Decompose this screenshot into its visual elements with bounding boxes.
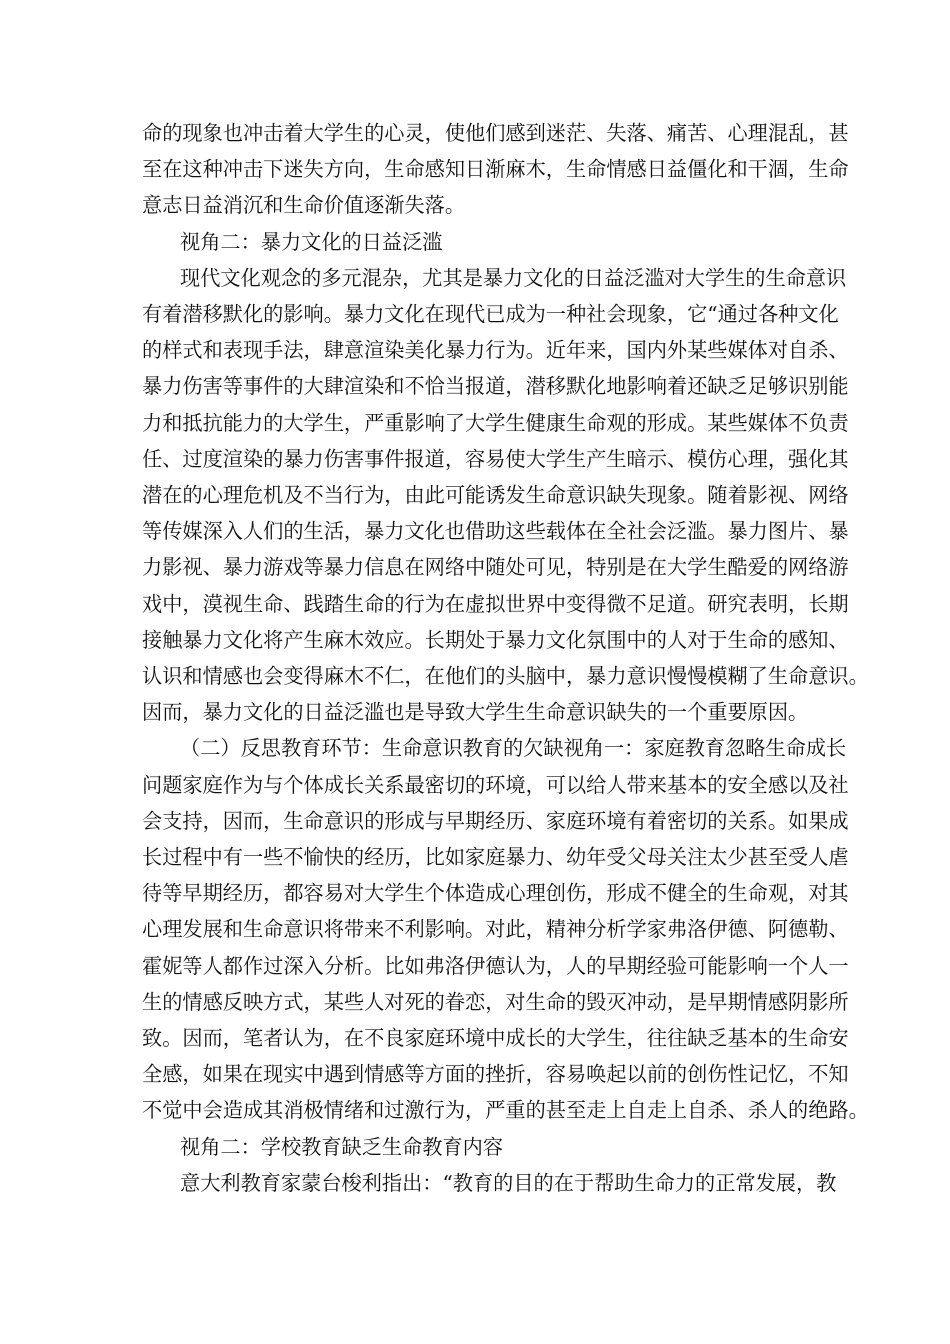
text-line: 任、过度渲染的暴力伤害事件报道，容易使大学生产生暗示、模仿心理，强化其 [142,446,849,471]
text-line: 戏中，漠视生命、践踏生命的行为在虚拟世界中变得微不足道。研究表明，长期 [142,591,849,616]
text-line: 霍妮等人都作过深入分析。比如弗洛伊德认为，人的早期经验可能影响一个人一 [142,953,849,978]
text-line: 力影视、暴力游戏等暴力信息在网络中随处可见，特别是在大学生酷爱的网络游 [142,555,849,580]
text-line: 潜在的心理危机及不当行为，由此可能诱发生命意识缺失现象。随着影视、网络 [142,483,849,507]
text-line: 力和抵抗能力的大学生，严重影响了大学生健康生命观的形成。某些媒体不负责 [142,410,849,435]
text-line: 意志日益消沉和生命价值逐渐失落。 [142,193,466,218]
text-line: 不觉中会造成其消极情绪和过激行为，严重的甚至走上自走上自杀、杀人的绝路。 [142,1098,869,1123]
text-line: 长过程中有一些不愉快的经历，比如家庭暴力、幼年受父母关注太少甚至受人虐 [142,845,849,869]
text-line: 视角二：暴力文化的日益泛滥 [180,229,443,254]
text-line: 因而，暴力文化的日益泛滥也是导致大学生生命意识缺失的一个重要原因。 [142,700,809,725]
text-line: 至在这种冲击下迷失方向，生命感知日渐麻木，生命情感日益僵化和干涸，生命 [142,157,849,182]
text-line: 的样式和表现手法，肆意渲染美化暴力行为。近年来，国内外某些媒体对自杀、 [142,338,849,363]
text-line: 现代文化观念的多元混杂，尤其是暴力文化的日益泛滥对大学生的生命意识 [180,265,847,290]
text-line: 等传媒深入人们的生活，暴力文化也借助这些载体在全社会泛滥。暴力图片、暴 [142,519,849,544]
text-line: 问题家庭作为与个体成长关系最密切的环境，可以给人带来基本的安全感以及社 [142,772,849,797]
text-line: 意大利教育家蒙台梭利指出：“教育的目的在于帮助生命力的正常发展，教 [180,1170,837,1195]
text-line: 全感，如果在现实中遇到情感等方面的挫折，容易唤起以前的创伤性记忆，不知 [142,1062,849,1087]
text-line: （二）反思教育环节：生命意识教育的欠缺视角一：家庭教育忽略生命成长 [180,736,847,761]
text-line: 会支持，因而，生命意识的形成与早期经历、家庭环境有着密切的关系。如果成 [142,808,849,833]
text-line: 暴力伤害等事件的大肆渲染和不恰当报道，潜移默化地影响着还缺乏足够识别能 [142,374,849,399]
text-line: 认识和情感也会变得麻木不仁，在他们的头脑中，暴力意识慢慢模糊了生命意识。 [142,664,869,688]
text-line: 心理发展和生命意识将带来不利影响。对此，精神分析学家弗洛伊德、阿德勒、 [142,917,849,942]
text-line: 命的现象也冲击着大学生的心灵，使他们感到迷茫、失落、痛苦、心理混乱，甚 [142,121,849,145]
text-line: 致。因而，笔者认为，在不良家庭环境中成长的大学生，往往缺乏基本的生命安 [142,1026,849,1050]
text-line: 待等早期经历，都容易对大学生个体造成心理创伤，形成不健全的生命观，对其 [142,881,849,906]
text-line: 接触暴力文化将产生麻木效应。长期处于暴力文化氛围中的人对于生命的感知、 [142,627,849,652]
text-line: 有着潜移默化的影响。暴力文化在现代已成为一种社会现象，它“通过各种文化 [142,302,839,326]
text-line: 视角二：学校教育缺乏生命教育内容 [180,1134,504,1159]
text-line: 生的情感反映方式，某些人对死的眷恋，对生命的毁灭冲动，是早期情感阴影所 [142,989,849,1014]
